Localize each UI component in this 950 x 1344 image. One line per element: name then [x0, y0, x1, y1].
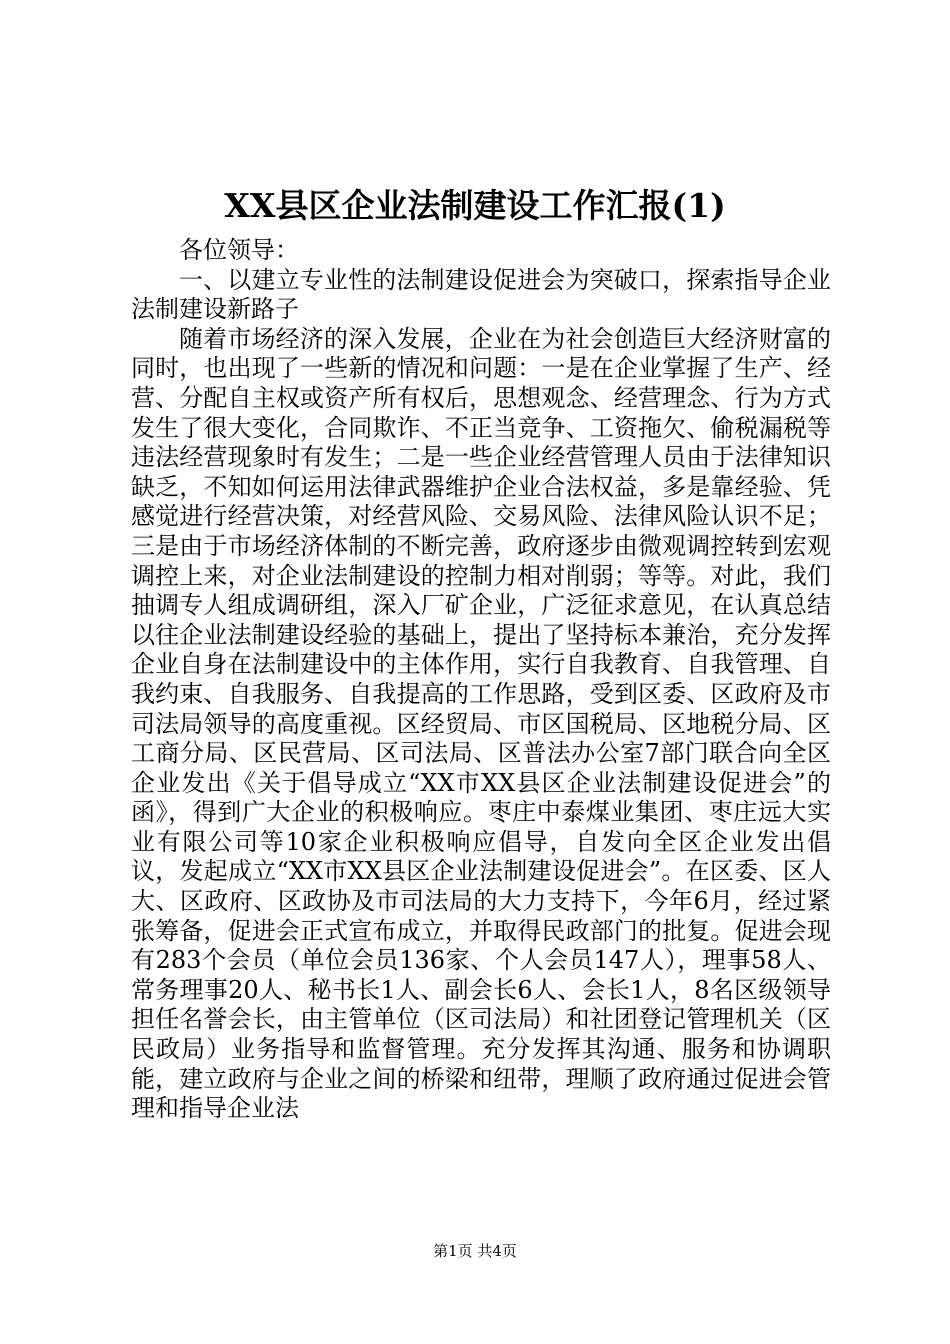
page-number-footer: 第1页 共4页: [433, 1242, 517, 1260]
section-heading-paragraph: 一、以建立专业性的法制建设促进会为突破口，探索指导企业法制建设新路子: [131, 265, 831, 324]
salutation-paragraph: 各位领导：: [179, 236, 299, 264]
document-body: [131, 236, 831, 1124]
document-title: XX县区企业法制建设工作汇报(1): [224, 186, 726, 225]
body-paragraph: 随着市场经济的深入发展，企业在为社会创造巨大经济财富的同时，也出现了一些新的情况和问题：一是在企业掌握了生产、经营、分配自主权或资产所有权后，思想观念、经营理念、行为方式发生了很大变化，合同欺诈、不正当竞争、工资拖欠、偷税漏税等违法经营现象时有发生；二是一些企业经营管理人员由于法律知识缺乏，不知如何运用法律武器维护企业合法权益，多是靠经验、凭感觉进行经营决策，对经营风险、交易风险、法律风险认识不足；三是由于市场经济体制的不断完善，政府逐步由微观调控转到宏观调控上来，对企业法制建设的控制力相对削弱；等等。对此，我们抽调专人组成调研组，深入厂矿企业，广泛征求意见，在认真总结以往企业法制建设经验的基础上，提出了坚持标本兼治，充分发挥企业自身在法制建设中的主体作用，实行自我教育、自我管理、自我约束、自我服务、自我提高的工作思路，受到区委、区政府及市司法局领导的高度重视。区经贸局、市区国税局、区地税分局、区工商分局、区民营局、区司法局、区普法办公室7部门联合向全区企业发出《关于倡导成立“XX市XX县区企业法制建设促进会”的函》，得到广大企业的积极响应。枣庄中泰煤业集团、枣庄远大实业有限公司等10家企业积极响应倡导，自发向全区企业发出倡议，发起成立“XX市XX县区企业法制建设促进会”。在区委、区人大、区政府、区政协及市司法局的大力支持下，今年6月，经过紧张筹备，促进会正式宣布成立，并取得民政部门的批复。促进会现有283个会员（单位会员136家、个人会员147人），理事58人、常务理事20人、秘书长1人、副会长6人、会长1人，8名区级领导担任名誉会长，由主管单位（区司法局）和社团登记管理机关（区民政局）业务指导和监督管理。充分发挥其沟通、服务和协调职能，建立政府与企业之间的桥梁和纽带，理顺了政府通过促进会管理和指导企业法: [131, 324, 831, 1123]
